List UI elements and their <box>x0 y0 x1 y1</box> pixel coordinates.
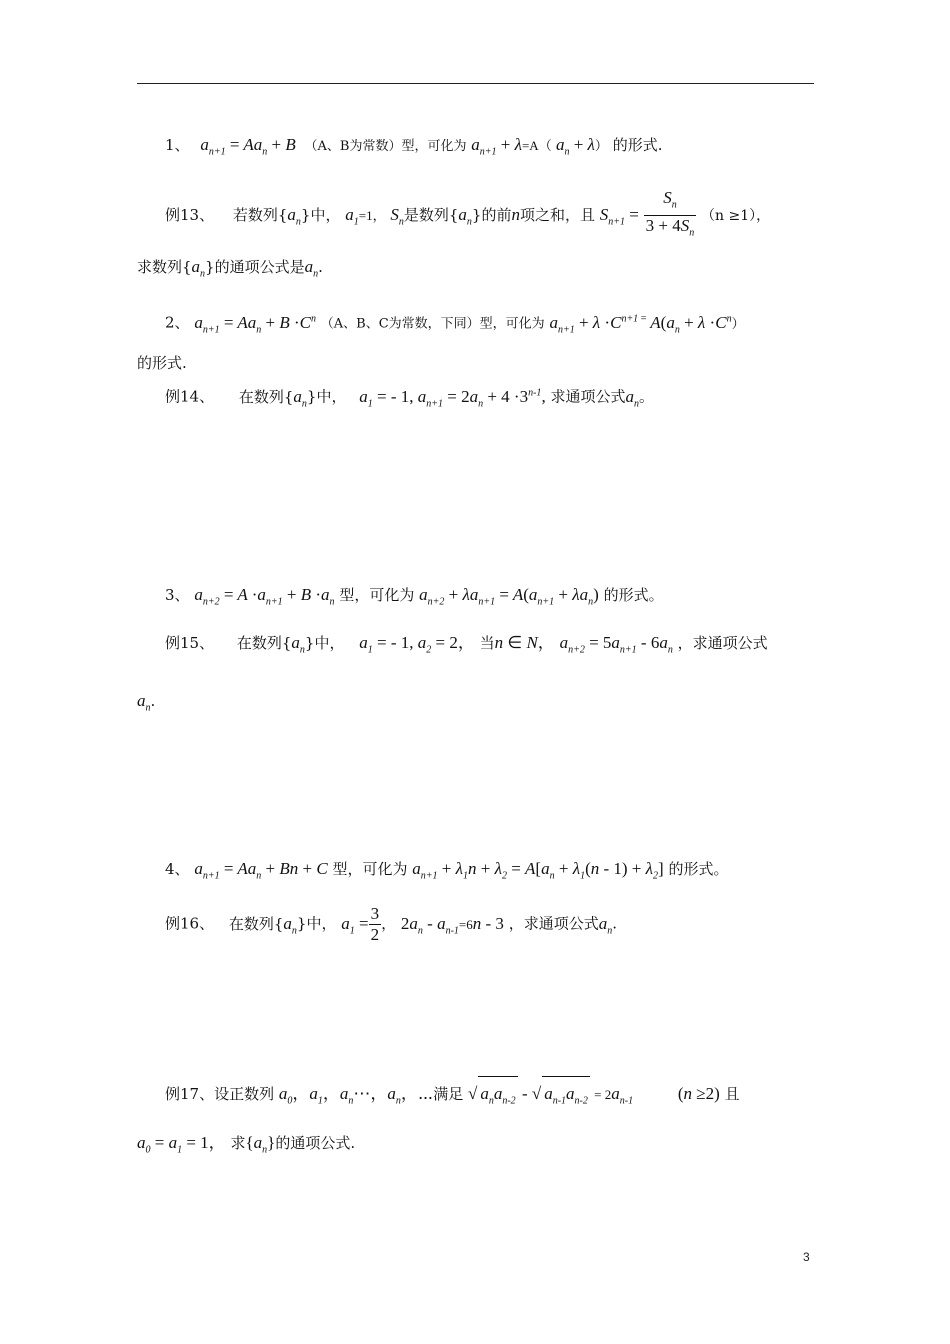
type2-tail: 的形式. <box>137 354 187 372</box>
example-label: 例16、 <box>165 914 215 933</box>
example13-line2: 求数列$\{a_n\}$的通项公式是$a_n$. <box>137 257 323 280</box>
type4-form: $a_{n+1} + \lambda_1n + \lambda_2 = A[a_n + \lambda_1(n - 1) + \lambda_2]$ <box>412 859 664 882</box>
type3-note: 型，可化为 <box>339 586 415 604</box>
ex16-recurrence: $2a_n - a_{n-1}=6n - 3$ <box>400 913 504 936</box>
example17-line1: 例17、设正数列 $a_0$，$a_1$，$a_n\cdots$，$a_n$，⋯满足 √ $a_na_{n-2}$ - √ $a_{n-1}a_{n-2} = 2a_{n-1}$ (n ≥2) 且 <box>137 1076 845 1118</box>
type2-note: （A、B、C为常数，下同）型，可化为 <box>320 316 545 332</box>
item-number: 4、 <box>165 860 190 878</box>
example15-line2: $a_n$. <box>137 691 156 714</box>
ex16-condition: $a_1$ = <box>341 913 369 936</box>
header-rule <box>137 83 814 84</box>
example-label: 例15、 <box>165 634 215 652</box>
type1-line <box>137 128 845 169</box>
item-number: 2、 <box>165 313 190 332</box>
type1-tail: 的形式. <box>612 136 663 154</box>
type2-line <box>137 302 845 347</box>
item-number: 3、 <box>165 586 190 604</box>
example16-line: 例16、 在数列$\{a_n\}$中， $a_1$ = $\frac{3}{2}$ ， $2a_n - a_{n-1}=6n - 3$ ，求通项公式$a_n$. <box>165 904 617 944</box>
type1-note: （A、B为常数）型，可化为 <box>304 139 467 154</box>
ex14-condition: $a_1$ = - 1, $a_{n+1} = 2a_n + 4 \cdot 3^{n-1}$, <box>359 386 546 410</box>
example-label: 例17、 <box>165 1085 215 1103</box>
type4-tail: 的形式。 <box>668 860 729 878</box>
a1-condition: $a_1=1$， <box>345 204 386 228</box>
type2-equation: $a_{n+1} = Aa_n + B \cdot C^n$ <box>194 312 316 336</box>
type3-form: $a_{n+2} + \lambda a_{n+1} = A(a_{n+1} + \lambda a_n)$ <box>419 585 599 608</box>
type4-note: 型，可化为 <box>332 860 408 878</box>
example13-line1: 例13、 若数列$\{a_n\}$中， $a_1=1$， $S_n$是数列$\{a_n\}$的前n项之和，且 $S_{n+1}$ = $\frac{S_n}{3 + 4S_n}$ （n ≥1）， <box>137 188 845 244</box>
ex13-condition: （n ≥1）， <box>701 207 771 224</box>
example-label: 例14、 <box>165 387 215 406</box>
type4-line <box>137 852 845 893</box>
example14-line: 例14、 在数列$\{a_n\}$中， $a_1$ = - 1, $a_{n+1} = 2a_n + 4 \cdot 3^{n-1}$, 求通项公式$a_n$。 <box>165 386 654 410</box>
ex17-condition: (n ≥2) <box>677 1084 720 1103</box>
ex17-sequence: $a_0$，$a_1$，$a_n\cdots$，$a_n$，⋯ <box>278 1084 434 1107</box>
type2-tail-line <box>137 346 817 380</box>
item-number: 1、 <box>165 136 190 154</box>
type3-line <box>137 578 845 619</box>
ex17-set: $\{a_n\}$ <box>245 1133 276 1156</box>
ex17-init: $a_0 = a_1 = 1$， <box>137 1133 226 1156</box>
type1-form: $a_{n+1} + \lambda=A$（ $a_n + \lambda$） <box>471 135 608 158</box>
page-number: 3 <box>803 1250 810 1264</box>
example15-line1: 例15、 在数列$\{a_n\}$中， $a_1$ = - 1, $a_2 = 2$， 当n ∈ N， $a_{n+2} = 5a_{n+1} - 6a_n$ ，求通项公式 <box>165 633 768 656</box>
type4-equation: $a_{n+1} = Aa_n + Bn + C$ <box>194 859 328 882</box>
ex13-fraction: $\frac{S_n}{3 + 4S_n}$ <box>645 188 695 239</box>
ex13-recurrence: $S_{n+1}$ = <box>599 204 639 228</box>
type1-equation: $a_{n+1} = Aa_n + B$ <box>200 135 296 158</box>
type3-tail: 的形式。 <box>603 586 664 604</box>
ex15-recurrence: $a_{n+2} = 5a_{n+1} - 6a_n$ <box>559 633 673 656</box>
var-sn: $S_n$ <box>390 204 404 228</box>
example-label: 例13、 <box>165 205 215 224</box>
three-halves: $\frac{3}{2}$ <box>370 904 380 944</box>
ex15-condition: $a_1$ = - 1, $a_2 = 2$， <box>359 633 475 656</box>
type3-equation: $a_{n+2} = A \cdot a_{n+1} + B \cdot a_n$ <box>194 585 335 608</box>
example17-line2: $a_0 = a_1 = 1$， 求$\{a_n\}$的通项公式. <box>137 1133 356 1156</box>
var-an: $a_n$ <box>287 204 301 228</box>
type2-form: $a_{n+1} + \lambda \cdot C^{n+1 =}$ $A(a_n + \lambda \cdot C^n)$ <box>549 312 745 336</box>
ex17-recurrence: √ $a_na_{n-2}$ - √ $a_{n-1}a_{n-2} = 2a_{n-1}$ <box>468 1084 633 1103</box>
n-in-N: n ∈ N， <box>494 633 555 652</box>
